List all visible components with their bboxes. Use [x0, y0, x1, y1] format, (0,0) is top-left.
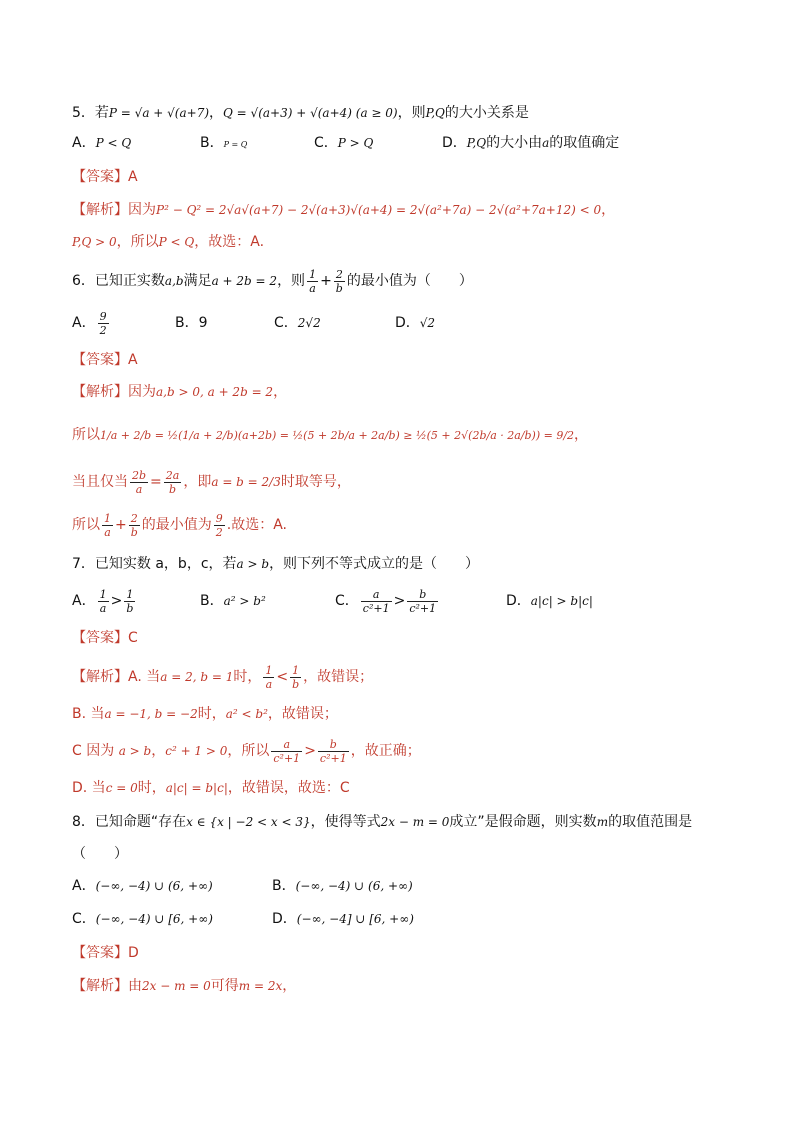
analysis-text: 当且仅当 — [72, 474, 128, 490]
analysis-label: 【解析】因为 — [72, 384, 156, 400]
q8-paren: （ ） — [72, 846, 128, 862]
q8-set-expression: x ∈ {x | −2 < x < 3} — [186, 815, 311, 829]
q7-stem — [72, 553, 479, 575]
analysis-expression: a|c| = b|c| — [165, 781, 228, 795]
fraction-2b: $\frac{2}{b}$ — [130, 511, 138, 539]
analysis-text: ，即 — [183, 474, 212, 490]
q6-variables: a,b — [164, 274, 184, 288]
analysis-label: D. 当 — [72, 780, 106, 796]
q5-analysis — [72, 199, 615, 221]
option-letter: D． — [506, 593, 531, 609]
analysis-expression: a > b — [118, 744, 152, 758]
denominator: 2 — [99, 323, 107, 337]
fraction-1b: $\frac{1}{b}$ — [292, 663, 300, 691]
q8-analysis — [72, 975, 296, 997]
option-text: 的大小由 — [486, 135, 543, 151]
option-expression: (−∞, −4) ∪ (6, +∞) — [295, 879, 413, 893]
fraction-a-c2: $\frac{a}{\text{c²+1}}$ — [273, 737, 301, 765]
analysis-expression: c = 0 — [105, 781, 138, 795]
numerator: 9 — [99, 309, 107, 323]
fraction-9-2: $\frac{9}{2}$ — [215, 511, 223, 539]
q7-option-b — [200, 590, 266, 612]
analysis-label: C 因为 — [72, 743, 115, 759]
option-letter: D． — [442, 135, 467, 151]
option-expression: P < Q — [95, 136, 132, 150]
analysis-chain-expression: 1/a + 2/b = ½(1/a + 2/b)(a+2b) = ½(5 + 2b/a + 2a/b) ≥ ½(5 + 2√(2b/a · 2a/b)) = 9/2 — [100, 429, 575, 442]
analysis-text: ， — [151, 743, 166, 759]
option-letter: C． — [314, 135, 338, 151]
q8-equation: 2x − m = 0 — [380, 815, 450, 829]
option-expression: 2√2 — [297, 316, 321, 330]
option-letter: C． — [274, 315, 298, 331]
analysis-tail: ， — [601, 202, 616, 218]
q8-text: 8．已知命题“存在 — [72, 814, 187, 830]
q7-option-c: C． $\frac{a}{\text{c²+1}}$ > $\frac{b}{\text{c²+1}}$ — [335, 587, 437, 615]
q5-pq: P,Q — [425, 106, 445, 120]
analysis-expression: 2x − m = 0 — [142, 979, 211, 993]
q7-analysis-c: C 因为 a > b，c² + 1 > 0，所以 $\frac{a}{\text{c²+1}}$ > $\frac{b}{\text{c²+1}}$ ，故正确； — [72, 737, 421, 765]
option-letter: A． — [72, 135, 96, 151]
analysis-label: 【解析】由 — [72, 978, 142, 994]
q6-text: 满足 — [183, 273, 212, 289]
analysis-text: ，所以 — [227, 743, 270, 759]
option-letter: D． — [395, 315, 420, 331]
analysis-text: ，所以 — [116, 234, 159, 250]
analysis-text: 时， — [233, 669, 262, 685]
option-letter: C． — [335, 593, 359, 609]
q7-condition: a > b — [236, 557, 270, 571]
q7-answer: 【答案】C — [72, 630, 138, 646]
analysis-expression: P < Q — [158, 235, 195, 249]
fraction-a-c2: $\frac{a}{\text{c²+1}}$ — [362, 587, 390, 615]
analysis-expression: a = b = 2/3 — [211, 475, 281, 489]
analysis-expression: m = 2x — [238, 979, 283, 993]
q5-stem-tail: 的大小关系是 — [444, 105, 529, 121]
q5-comma: ， — [209, 105, 224, 121]
q8-option-c — [72, 908, 213, 930]
q6-option-d — [395, 312, 435, 334]
q7-text: 7．已知实数 a，b，c，若 — [72, 556, 237, 572]
analysis-text: .故选：A. — [226, 517, 288, 533]
option-expression: (−∞, −4] ∪ [6, +∞) — [296, 912, 414, 926]
q8-text: 成立”是假命题，则实数 — [449, 814, 597, 830]
q8-option-d — [272, 908, 414, 930]
fraction-1a: $\frac{1}{a}$ — [99, 587, 107, 615]
option-expression: √2 — [419, 316, 436, 330]
fraction-b-c2: $\frac{b}{\text{c²+1}}$ — [409, 587, 437, 615]
fraction-1a: $\frac{1}{a}$ — [104, 511, 111, 539]
q5-q-expression: Q = √(a+3) + √(a+4) (a ≥ 0) — [223, 106, 398, 120]
option-expression: a² > b² — [223, 594, 266, 608]
option-letter: A． — [72, 878, 96, 894]
option-letter: B． — [200, 593, 224, 609]
option-variable: a — [542, 136, 550, 150]
analysis-label: 【解析】A. 当 — [72, 669, 161, 685]
option-expression: a|c| > b|c| — [530, 594, 593, 608]
q7-analysis-d — [72, 777, 350, 799]
option-expression: (−∞, −4) ∪ [6, +∞) — [95, 912, 213, 926]
q7-option-d — [506, 590, 593, 612]
q6-text: 的最小值为（ ） — [346, 273, 473, 289]
option-expression: (−∞, −4) ∪ (6, +∞) — [95, 879, 213, 893]
analysis-expression: a = −1, b = −2 — [104, 707, 198, 721]
q6-answer: 【答案】A — [72, 352, 138, 368]
q6-condition: a + 2b = 2 — [211, 274, 278, 288]
analysis-text: ，故错误； — [303, 669, 374, 685]
q6-stem: 6．已知正实数a,b满足a + 2b = 2，则 $\frac{1}{a}$ + $\frac{2}{b}$ 的最小值为（ ） — [72, 267, 473, 295]
q6-analysis — [72, 381, 287, 403]
q5-stem-text: ，则 — [397, 105, 426, 121]
option-letter: D． — [272, 911, 297, 927]
q6-text: ，则 — [277, 273, 306, 289]
analysis-expression: P² − Q² = 2√a√(a+7) − 2√(a+3)√(a+4) = 2√(a²+7a) − 2√(a²+7a+12) < 0 — [156, 203, 602, 217]
analysis-expression: c² + 1 > 0 — [165, 744, 228, 758]
analysis-text: 时取等号， — [280, 474, 351, 490]
q5-p-expression: P = √a + √(a+7) — [108, 106, 210, 120]
fraction-2b-a: $\frac{2b}{a}$ — [132, 468, 147, 496]
q5-option-a — [72, 132, 131, 154]
option-letter: A． — [72, 593, 96, 609]
option-expression: P = Q — [223, 140, 248, 149]
analysis-tail: ， — [574, 427, 589, 443]
q6-number: 6．已知正实数 — [72, 273, 165, 289]
q6-option-a — [72, 308, 111, 338]
option-letter: A． — [72, 315, 96, 331]
q6-analysis-min: 所以 $\frac{1}{a}$ + $\frac{2}{b}$ 的最小值为 $\frac{9}{2}$ .故选：A. — [72, 511, 288, 539]
q8-option-a — [72, 875, 213, 897]
q5-option-d — [442, 132, 619, 154]
analysis-label: 【解析】因为 — [72, 202, 156, 218]
analysis-text: 所以 — [72, 517, 100, 533]
analysis-text: 可得 — [210, 978, 239, 994]
q5-number: 5．若 — [72, 105, 109, 121]
analysis-expression: a² < b² — [225, 707, 268, 721]
analysis-text: ，故正确； — [350, 743, 421, 759]
q6-option-c — [274, 312, 321, 334]
fraction-b-c2: $\frac{b}{\text{c²+1}}$ — [319, 737, 347, 765]
analysis-text: ，故错误； — [267, 706, 338, 722]
analysis-expression: P,Q > 0 — [72, 235, 117, 249]
analysis-text: ，故错误，故选：C — [227, 780, 350, 796]
option-expression: P > Q — [337, 136, 374, 150]
q8-text: 的取值范围是 — [608, 814, 693, 830]
q7-option-a: A． $\frac{1}{a}$ > $\frac{1}{b}$ — [72, 587, 134, 615]
q7-analysis-b — [72, 703, 338, 725]
q6-analysis-chain — [72, 420, 588, 451]
analysis-tail: ， — [273, 384, 288, 400]
q7-analysis-a: 【解析】A. 当a = 2, b = 1时， $\frac{1}{a}$ < $\frac{1}{b}$ ，故错误； — [72, 663, 374, 691]
fraction-1b: $\frac{1}{b}$ — [126, 587, 134, 615]
fraction-2a-b: $\frac{2a}{b}$ — [165, 468, 180, 496]
q5-stem — [72, 102, 529, 124]
q8-option-b — [272, 875, 413, 897]
q6-fraction-2b: $\frac{2}{b}$ — [335, 267, 343, 295]
q6-analysis-equality: 当且仅当 $\frac{2b}{a}$ = $\frac{2a}{b}$ ，即a = b = 2/3时取等号， — [72, 468, 351, 496]
option-expression: P,Q — [466, 136, 487, 150]
q8-text: ，使得等式 — [310, 814, 381, 830]
q7-text: ，则下列不等式成立的是（ ） — [269, 556, 480, 572]
analysis-text: 的最小值为 — [141, 517, 212, 533]
analysis-text: 时， — [197, 706, 226, 722]
option-letter: B． — [200, 135, 224, 151]
option-fraction — [98, 310, 109, 337]
q5-analysis-line2 — [72, 231, 264, 253]
analysis-text: 所以 — [72, 427, 100, 443]
option-text: 的取值确定 — [549, 135, 620, 151]
q8-stem — [72, 811, 692, 833]
analysis-text: ，故选：A. — [194, 234, 265, 250]
fraction-1a: $\frac{1}{a}$ — [265, 663, 273, 691]
analysis-expression: a,b > 0, a + 2b = 2 — [156, 385, 274, 399]
q8-answer: 【答案】D — [72, 945, 139, 961]
analysis-text: 时， — [137, 780, 166, 796]
q5-option-c — [314, 132, 373, 154]
q5-answer: 【答案】A — [72, 169, 138, 185]
q5-option-b — [200, 132, 247, 156]
analysis-tail: ， — [282, 978, 297, 994]
q6-fraction-1a: $\frac{1}{a}$ — [309, 267, 317, 295]
analysis-expression: a = 2, b = 1 — [160, 670, 234, 684]
q6-option-b: B．9 — [175, 315, 208, 331]
option-letter: B． — [272, 878, 296, 894]
analysis-label: B. 当 — [72, 706, 105, 722]
option-letter: C． — [72, 911, 96, 927]
q8-variable: m — [596, 815, 609, 829]
